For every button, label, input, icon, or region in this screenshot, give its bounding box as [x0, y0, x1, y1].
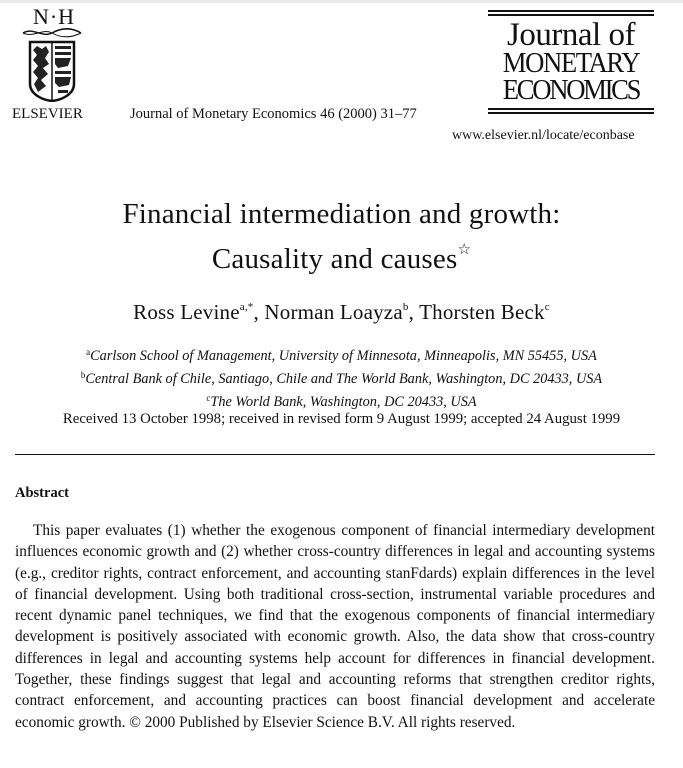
author-separator: ,: [408, 300, 420, 324]
article-title: [0, 196, 683, 277]
logo-monogram: N·H: [32, 4, 76, 29]
logo-swash-icon: [21, 28, 83, 38]
affiliation-mark: c: [206, 393, 211, 403]
page-top-edge: [0, 0, 683, 3]
affiliation: [0, 343, 683, 366]
masthead-line-3: ECONOMICS: [502, 74, 640, 106]
affiliation: [0, 389, 683, 412]
masthead-rule-bottom: [488, 108, 654, 110]
author-list: [0, 300, 683, 325]
author-affiliation-mark[interactable]: a,*: [239, 301, 254, 313]
masthead-line-2: MONETARY: [502, 47, 640, 79]
section-divider: [15, 454, 655, 455]
affiliation-text: The World Bank, Washington, DC 20433, USA: [210, 394, 477, 410]
article-history: Received 13 October 1998; received in revised form 9 August 1999; accepted 24 August 1999: [62, 411, 621, 427]
publisher-name: ELSEVIER: [12, 106, 83, 122]
affiliation-text: Carlson School of Management, University of Minnesota, Minneapolis, MN 55455, USA: [90, 348, 597, 364]
affiliation-mark: a: [86, 347, 91, 357]
author-separator: ,: [253, 300, 265, 324]
coat-of-arms-icon: [28, 40, 76, 102]
masthead-rule-top-2: [488, 14, 654, 16]
journal-masthead: [488, 8, 654, 116]
title-line-2-wrap: [0, 232, 683, 277]
masthead-line-1: Journal of: [507, 17, 635, 53]
affiliation-text: Central Bank of Chile, Santiago, Chile and The World Bank, Washington, DC 20433, USA: [85, 371, 603, 387]
journal-citation: Journal of Monetary Economics 46 (2000) 31–77: [130, 106, 417, 122]
author: Ross Levine: [133, 300, 240, 324]
title-line-2: Causality and causes: [211, 243, 458, 275]
north-holland-logo: [14, 6, 90, 102]
author: Norman Loayza: [264, 300, 403, 324]
masthead-rule-top: [488, 10, 654, 12]
abstract-body: This paper evaluates (1) whether the exogenous component of financial intermediary development influences economic growth and (2) whether cross-country differences in legal and accounting systems (e.g., creditor rights, contract enforcement, and accounting stanFdards) explain differences in the level of financial development. Using both traditional cross-section, instrumental variable procedures and recent dynamic panel techniques, we find that the exogenous components of financial intermediary development is positively associated with economic growth. Also, the data show that cross-country differences in legal and accounting systems help account for differences in financial development. Together, these findings suggest that legal and accounting reforms that strengthen creditor rights, contract enforcement, and accounting practices can boost financial development and accelerate economic growth. © 2000 Published by Elsevier Science B.V. All rights reserved.: [15, 522, 655, 731]
affiliation-mark: b: [80, 370, 86, 380]
masthead-rule-bottom-2: [488, 112, 654, 114]
title-footnote-star-icon[interactable]: ☆: [457, 242, 472, 258]
author-affiliation-mark[interactable]: c: [544, 301, 550, 313]
author: Thorsten Beck: [419, 300, 545, 324]
author-affiliation-mark[interactable]: b: [402, 301, 409, 313]
affiliation: [0, 366, 683, 389]
abstract-heading: Abstract: [15, 485, 69, 501]
journal-url[interactable]: www.elsevier.nl/locate/econbase: [452, 128, 635, 143]
title-line-1: Financial intermediation and growth:: [122, 198, 561, 230]
affiliation-list: [0, 343, 683, 412]
